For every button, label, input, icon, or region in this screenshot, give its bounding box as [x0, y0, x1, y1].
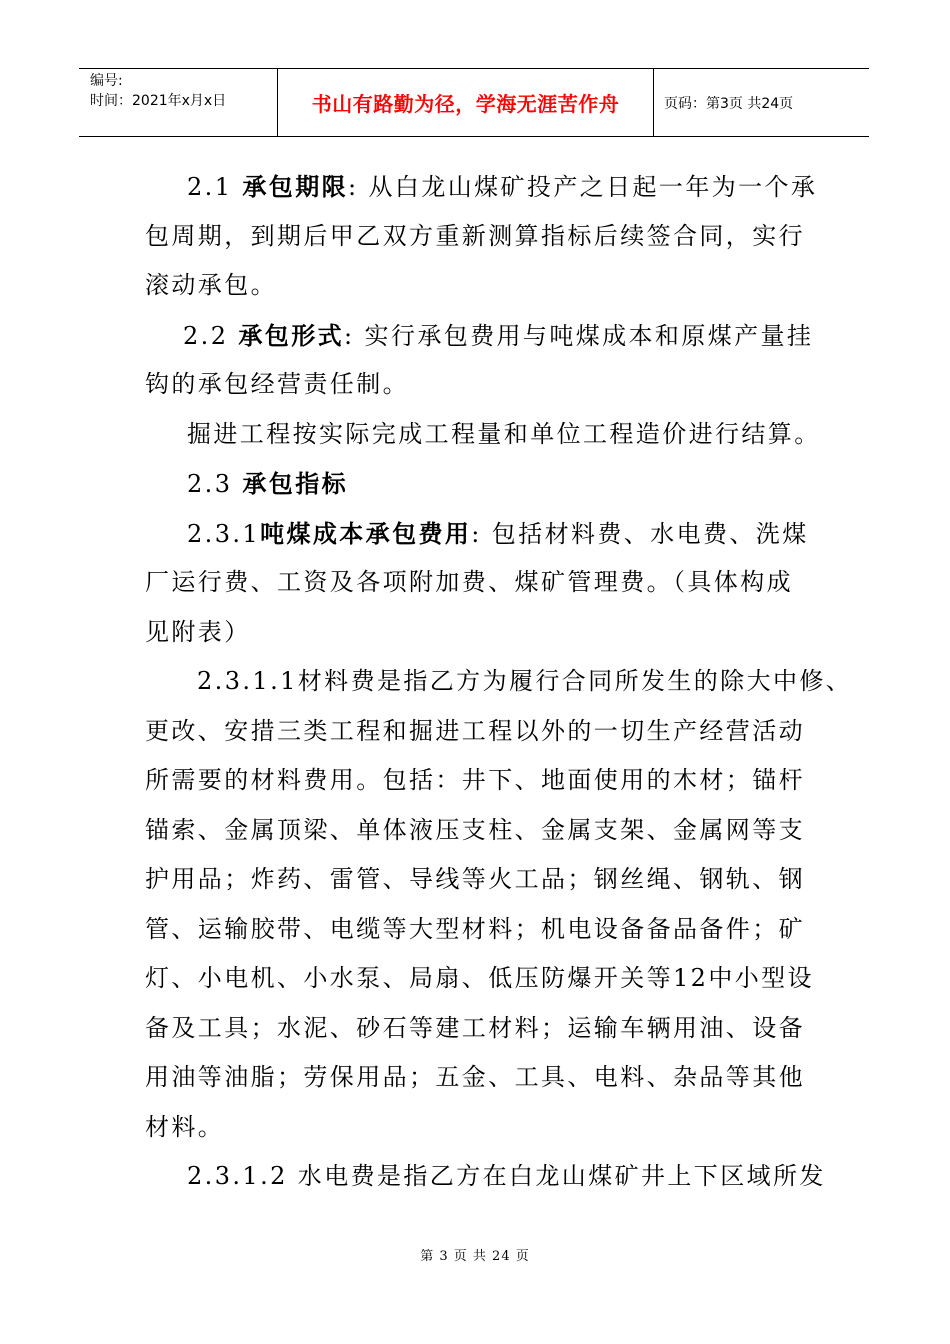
- section-2-3-1: [145, 509, 815, 559]
- paragraph-line: 用油等油脂；劳保用品；五金、工具、电料、杂品等其他: [145, 1063, 805, 1091]
- document-date: 时间：2021年x月x日: [90, 93, 227, 109]
- header-meta: [79, 69, 278, 136]
- paragraph-line: 钩的承包经营责任制。: [145, 370, 409, 398]
- paragraph-line: 材料。: [145, 1112, 225, 1141]
- section-title: 承包指标: [242, 469, 349, 498]
- document-body: [145, 162, 853, 1202]
- page-header: [79, 68, 869, 137]
- section-2-3-1-1: 2.3.1.1材料费是指乙方为履行合同所发生的除大中修、: [197, 667, 853, 695]
- section-title: 承包形式: [238, 320, 345, 350]
- paragraph-line: 见附表）: [145, 617, 251, 646]
- section-number: 2.3.1: [187, 519, 261, 548]
- section-number: 2.2: [183, 321, 239, 350]
- section-title: 吨煤成本承包费用: [260, 518, 472, 548]
- header-motto: 书山有路勤为径，学海无涯苦作舟: [278, 69, 654, 136]
- paragraph-line: 管、运输胶带、电缆等大型材料；机电设备备品备件；矿: [145, 914, 805, 943]
- section-number: 2.1: [187, 173, 243, 201]
- paragraph-line: 护用品；炸药、雷管、导线等火工品；钢丝绳、钢轨、钢: [145, 865, 805, 893]
- paragraph-line: 所需要的材料费用。包括：井下、地面使用的木材；锚杆: [145, 766, 805, 794]
- document-number-label: 编号:: [90, 73, 123, 89]
- paragraph-excavation: 掘进工程按实际完成工程量和单位工程造价进行结算。: [187, 419, 821, 448]
- paragraph-line: 包周期，到期后甲乙双方重新测算指标后续签合同，实行: [145, 221, 805, 250]
- paragraph-line: 备及工具；水泥、砂石等建工材料；运输车辆用油、设备: [145, 1013, 805, 1042]
- section-2-1: [145, 162, 818, 212]
- paragraph-text: : 从白龙山煤矿投产之日起一年为一个承: [348, 173, 818, 201]
- section-2-3: [145, 459, 815, 509]
- paragraph-line: 锚索、金属顶梁、单体液压支柱、金属支架、金属网等支: [145, 815, 805, 844]
- paragraph-line: 更改、安措三类工程和掘进工程以外的一切生产经营活动: [145, 716, 805, 745]
- paragraph-text: : 包括材料费、水电费、洗煤: [471, 519, 809, 548]
- paragraph-line: 滚动承包。: [145, 271, 277, 299]
- section-title: 承包期限: [242, 172, 349, 201]
- section-2-2: [145, 311, 815, 361]
- paragraph-line: 灯、小电机、小水泵、局扇、低压防爆开关等12中小型设: [145, 964, 814, 992]
- page-footer: 第 3 页 共 24 页: [420, 1249, 530, 1264]
- header-page-info: 页码：第3页 共24页: [664, 95, 794, 112]
- paragraph-text: : 实行承包费用与吨煤成本和原煤产量挂: [344, 321, 814, 350]
- section-2-3-1-2: 2.3.1.2 水电费是指乙方在白龙山煤矿井上下区域所发: [187, 1162, 826, 1190]
- paragraph-line: 厂运行费、工资及各项附加费、煤矿管理费。（具体构成: [145, 568, 793, 596]
- section-number: 2.3: [187, 470, 243, 498]
